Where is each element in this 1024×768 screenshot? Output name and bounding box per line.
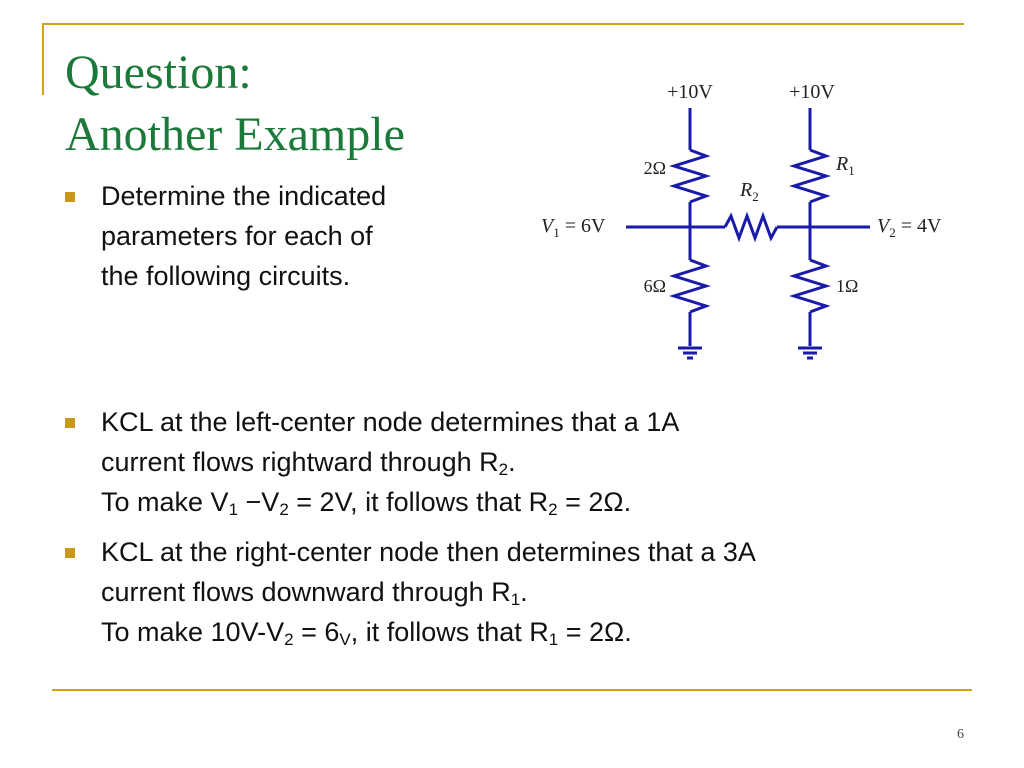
bullet-marker xyxy=(65,192,75,202)
kcl-right-text xyxy=(101,532,756,652)
frame-bottom-rule xyxy=(52,689,972,691)
intro-line-1: Determine the indicated xyxy=(101,181,387,211)
label-r1: $R_1$ xyxy=(836,153,855,178)
title-line-1: Question: xyxy=(65,46,252,99)
frame-left-rule xyxy=(42,23,44,95)
supply-left-label: +10V xyxy=(667,81,713,103)
kcl-right-line-2: current flows downward through $R_1$. xyxy=(101,577,528,609)
kcl-left-line-1: KCL at the left-center node determines that a 1A xyxy=(101,407,680,437)
label-1ohm: 1Ω xyxy=(836,276,859,296)
circuit-diagram xyxy=(530,70,970,370)
bullet-marker xyxy=(65,418,75,428)
kcl-left-line-2: current flows rightward through $R_2$. xyxy=(101,447,516,479)
resistor-1ohm xyxy=(794,260,826,312)
label-6ohm: 6Ω xyxy=(643,276,666,296)
resistor-r2 xyxy=(725,216,777,238)
label-r2: $R_2$ xyxy=(740,179,759,204)
kcl-left-text xyxy=(101,402,679,522)
bullet-marker xyxy=(65,548,75,558)
intro-text xyxy=(101,176,386,296)
kcl-right-line-3: To make $10V-V_2 = 6_V$, it follows that $R_1 = 2\Omega$. xyxy=(101,617,632,649)
slide-title xyxy=(65,42,405,166)
label-v1: $V_1 = 6V$ xyxy=(541,215,606,240)
intro-line-3: the following circuits. xyxy=(101,261,351,291)
kcl-left-line-3: To make $V_1 -V_2 = 2V$, it follows that $R_2 = 2\Omega$. xyxy=(101,487,632,519)
page-number: 6 xyxy=(957,727,964,742)
resistor-6ohm xyxy=(674,260,706,312)
title-line-2: Another Example xyxy=(65,108,405,161)
resistor-2ohm xyxy=(674,150,706,202)
intro-line-2: parameters for each of xyxy=(101,221,373,251)
kcl-right-line-1: KCL at the right-center node then determines that a 3A xyxy=(101,537,756,567)
supply-right-label: +10V xyxy=(789,81,835,103)
label-2ohm: 2Ω xyxy=(643,158,666,178)
frame-top-rule xyxy=(42,23,964,25)
label-v2: $V_2 = 4V$ xyxy=(877,215,942,240)
resistor-r1 xyxy=(794,150,826,202)
